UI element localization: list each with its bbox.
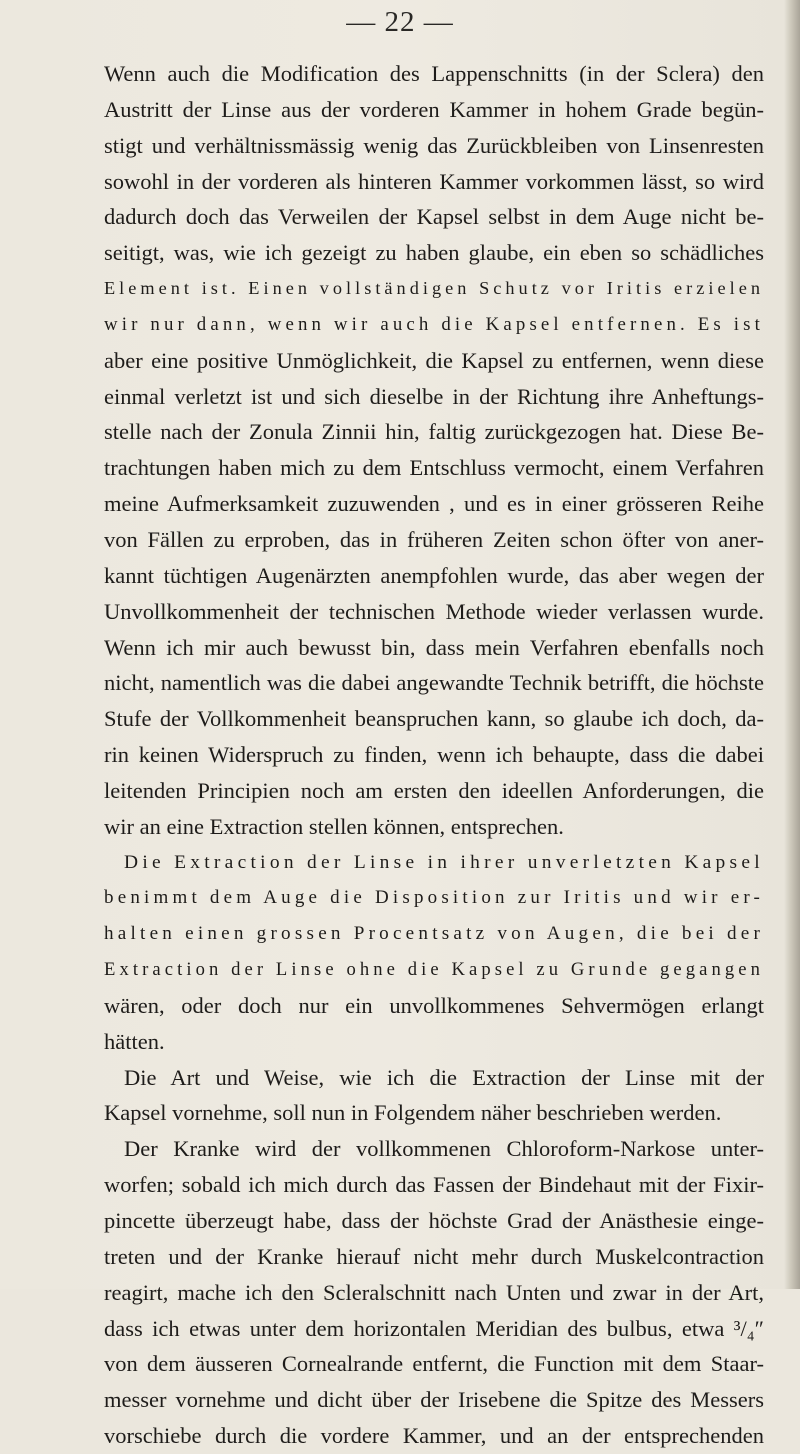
text-line: halten einen grossen Procentsatz von Augen, die bei der xyxy=(104,923,765,945)
text-line: benimmt dem Auge die Disposition zur Iritis und wir er- xyxy=(104,887,764,909)
text-line: reagirt, mache ich den Scleralschnitt nach Unten und zwar in der Art, xyxy=(104,1279,764,1305)
text-line: Wenn auch die Modification des Lappenschnitts (in der Sclera) den xyxy=(104,61,764,86)
text-line: Austritt der Linse aus der vorderen Kammer in hohem Grade begün- xyxy=(104,96,764,122)
text-line: von dem äusseren Cornealrande entfernt, die Function mit dem Staar- xyxy=(104,1351,764,1377)
text-line: sowohl in der vorderen als hinteren Kammer vorkommen lässt, so wird xyxy=(104,168,764,194)
text-line: Extraction der Linse ohne die Kapsel zu Grunde gegangen xyxy=(104,959,764,981)
text-line: seitigt, was, wie ich gezeigt zu haben glaube, ein eben so schädliches xyxy=(104,240,764,266)
text-line: rin keinen Widerspruch zu finden, wenn ich behaupte, dass die dabei xyxy=(104,742,764,768)
text-line: von Fällen zu erproben, das in früheren Zeiten schon öfter von aner- xyxy=(104,526,764,552)
text-line: dass ich etwas unter dem horizontalen Meridian des bulbus, etwa ³/₄″ xyxy=(104,1315,764,1341)
text-line: wir nur dann, wenn wir auch die Kapsel entfernen. Es ist xyxy=(104,313,764,335)
text-line: dadurch doch das Verweilen der Kapsel selbst in dem Auge nicht be- xyxy=(104,204,764,230)
text-line: Unvollkommenheit der technischen Methode wieder verlassen wurde. xyxy=(104,598,764,624)
text-line: treten und der Kranke hierauf nicht mehr durch Muskelcontraction xyxy=(104,1243,764,1269)
text-line: Die Extraction der Linse in ihrer unverletzten Kapsel xyxy=(124,851,764,873)
page-edge-shadow xyxy=(784,0,800,1289)
page-number: — 22 — xyxy=(346,6,454,38)
text-line: trachtungen haben mich zu dem Entschluss vermocht, einem Verfahren xyxy=(104,455,764,481)
text-line: Wenn ich mir auch bewusst bin, dass mein Verfahren ebenfalls noch xyxy=(104,634,764,660)
text-line: leitenden Principien noch am ersten den ideellen Anforderungen, die xyxy=(104,777,764,803)
text-line: Kapsel vornehme, soll nun in Folgendem näher beschrieben werden. xyxy=(104,1100,722,1126)
text-line: messer vornehme und dicht über der Irisebene die Spitze des Messers xyxy=(104,1387,764,1413)
text-line: vorschiebe durch die vordere Kammer, und an der entsprechenden xyxy=(104,1423,764,1449)
text-line: worfen; sobald ich mich durch das Fassen der Bindehaut mit der Fixir- xyxy=(104,1172,764,1198)
text-line: stelle nach der Zonula Zinnii hin, faltig zurückgezogen hat. Diese Be- xyxy=(104,419,764,445)
text-line: stigt und verhältnissmässig wenig das Zurückbleiben von Linsenresten xyxy=(104,132,764,158)
body-text xyxy=(104,56,764,1454)
text-line: pincette überzeugt habe, dass der höchste Grad der Anästhesie einge- xyxy=(104,1208,764,1233)
text-line: Stufe der Vollkommenheit beanspruchen kann, so glaube ich doch, da- xyxy=(104,706,764,732)
text-line: hätten. xyxy=(104,1028,165,1054)
text-line: Der Kranke wird der vollkommenen Chloroform-Narkose unter- xyxy=(124,1136,764,1162)
text-line: einmal verletzt ist und sich dieselbe in der Richtung ihre Anheftungs- xyxy=(104,383,764,409)
text-line: nicht, namentlich was die dabei angewandte Technik betrifft, die höchste xyxy=(104,670,764,696)
text-line: wären, oder doch nur ein unvollkommenes Sehvermögen erlangt xyxy=(104,992,764,1018)
text-line: Element ist. Einen vollständigen Schutz vor Iritis erzielen xyxy=(104,278,764,299)
text-line: wir an eine Extraction stellen können, entsprechen. xyxy=(104,813,564,839)
text-line: aber eine positive Unmöglichkeit, die Kapsel zu entfernen, wenn diese xyxy=(104,347,764,373)
text-line: Die Art und Weise, wie ich die Extraction der Linse mit der xyxy=(124,1064,764,1090)
text-line: meine Aufmerksamkeit zuzuwenden , und es in einer grösseren Reihe xyxy=(104,491,764,517)
text-line: kannt tüchtigen Augenärzten anempfohlen wurde, das aber wegen der xyxy=(104,562,764,588)
